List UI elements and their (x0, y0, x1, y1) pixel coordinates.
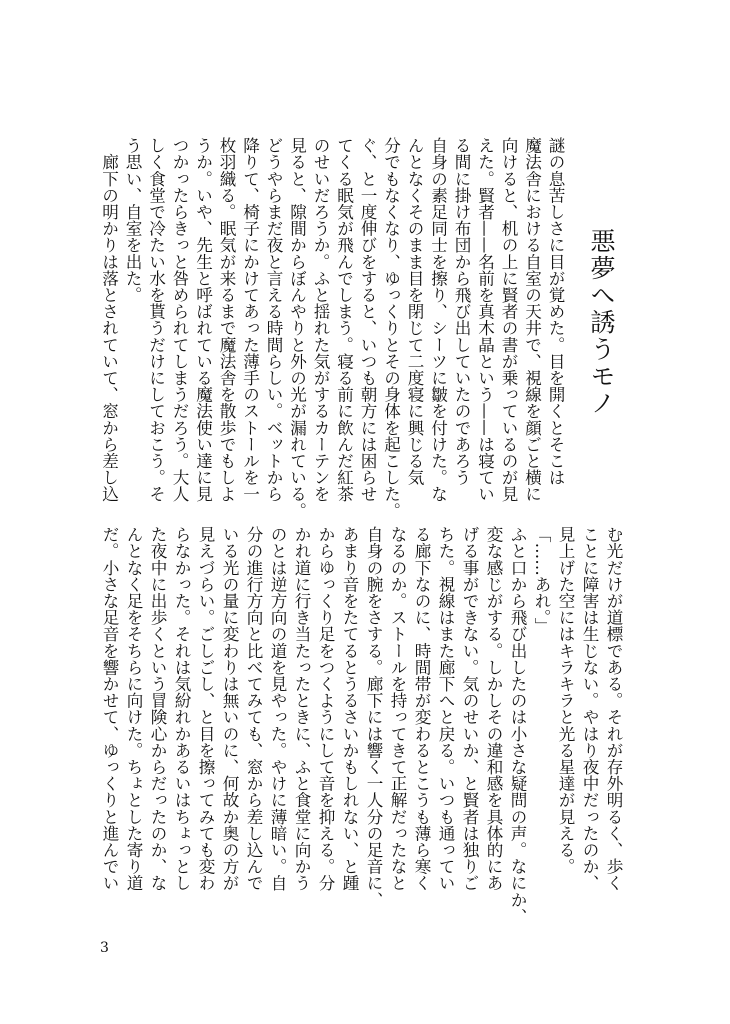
text-column: だ。小さな足音を響かせて、ゆっくりと進んでい (100, 526, 119, 892)
text-column: ちた。視線はまた廊下へと戻る。いつも通ってい (436, 526, 455, 892)
text-column: 枚羽織る。眠気が来るまで魔法舎を散歩でもしよ (217, 137, 236, 503)
text-column: た夜中に出歩くという冒険心からだったのか、な (148, 526, 167, 892)
text-column: 廊下の明かりは落とされていて、窓から差し込 (99, 137, 119, 503)
story-title: 悪夢へ誘うモノ (587, 228, 616, 417)
page-number: 3 (100, 940, 109, 956)
text-column: ことに障害は生じない。やはり夜中だったのか、 (580, 526, 599, 892)
text-column: しく食堂で冷たい水を貰うだけにしておこう。そ (146, 137, 166, 503)
text-column: 自身の素足同士を擦り、シーツに皺を付けた。な (428, 137, 448, 503)
text-column: ぐ、と一度伸びをすると、いつも朝方には困らせ (358, 137, 377, 503)
text-column: 見上げた空にはキラキラと光る星達が見える。 (556, 526, 575, 875)
text-column: 魔法舎における自室の天井で、視線を顔ごと横に (522, 137, 542, 503)
text-column: 自身の腕をさする。廊下には響く一人分の足音に、 (364, 526, 383, 908)
text-column: てくる眠気が飛んでしまう。寝る前に飲んだ紅茶 (334, 137, 354, 503)
text-column: 変な感じがする。しかしその違和感を具体的にあ (484, 526, 503, 892)
text-column: んとなく足をそちらに向けた。ちょとした寄り道 (124, 526, 143, 892)
text-column: 向けると、机の上に賢者の書が乗っているのが見 (499, 137, 518, 503)
text-column: なるのか。ストールを持ってきて正解だったなと (388, 526, 407, 892)
text-column: 分の進行方向と比べてみても、窓から差し込んで (244, 526, 263, 892)
top-text-block (97, 137, 567, 519)
text-column: 降りて、椅子にかけてあった薄手のストールを一 (240, 137, 260, 503)
text-column: 「……あれ。」 (532, 526, 551, 634)
text-column: えた。賢者——名前を真木晶という——は寝てい (475, 137, 495, 503)
text-column: む光だけが道標である。それが存外明るく、歩く (604, 526, 623, 892)
text-column: のせいだろうか。ふと揺れた気がするカーテンを (311, 137, 330, 503)
text-column: つかったらきっと咎められてしまうだろう。大人 (170, 137, 189, 503)
text-column: 分でもなくなり、ゆっくりとその身体を起こした。 (381, 137, 401, 519)
text-column: ふと口から飛び出したのは小さな疑問の声。なにか、 (508, 526, 527, 925)
text-column: る廊下なのに、時間帯が変わるとこうも薄ら寒く (412, 526, 431, 892)
text-column: んとなくそのまま目を閉じて二度寝に興じる気 (405, 137, 424, 486)
text-column: る間に掛け布団から飛び出していたのであろう (452, 137, 471, 486)
text-column: うか。いや、先生と呼ばれている魔法使い達に見 (193, 137, 213, 503)
text-column: いる光の量に変わりは無いのに、何故か奥の方が (220, 526, 239, 892)
text-column: げる事ができない。気のせいか、と賢者は独りご (460, 526, 479, 892)
text-column: どうやらまだ夜と言える時間らしい。ベットから (264, 137, 283, 503)
text-column: う思い、自室を出た。 (123, 137, 142, 303)
text-column: 見ると、隙間からぼんやりと外の光が漏れている。 (287, 137, 307, 519)
bottom-text-block (97, 526, 625, 924)
text-column: 見えづらい。ごしごし、と目を擦ってみても変わ (196, 526, 215, 892)
text-column: あまり音をたてるとうるさいかもしれない、と踵 (340, 526, 359, 892)
text-column: 謎の息苦しさに目が覚めた。目を開くとそこは (546, 137, 565, 486)
text-column: のとは逆方向の道を見やった。やけに薄暗い。自 (268, 526, 287, 892)
text-column: かれ道に行き当たったときに、ふと食堂に向かう (292, 526, 311, 892)
text-column: らなかった。それは気紛れかあるいはちょっとし (172, 526, 191, 892)
text-column: からゆっくり足をつくようにして音を抑える。分 (316, 526, 335, 892)
